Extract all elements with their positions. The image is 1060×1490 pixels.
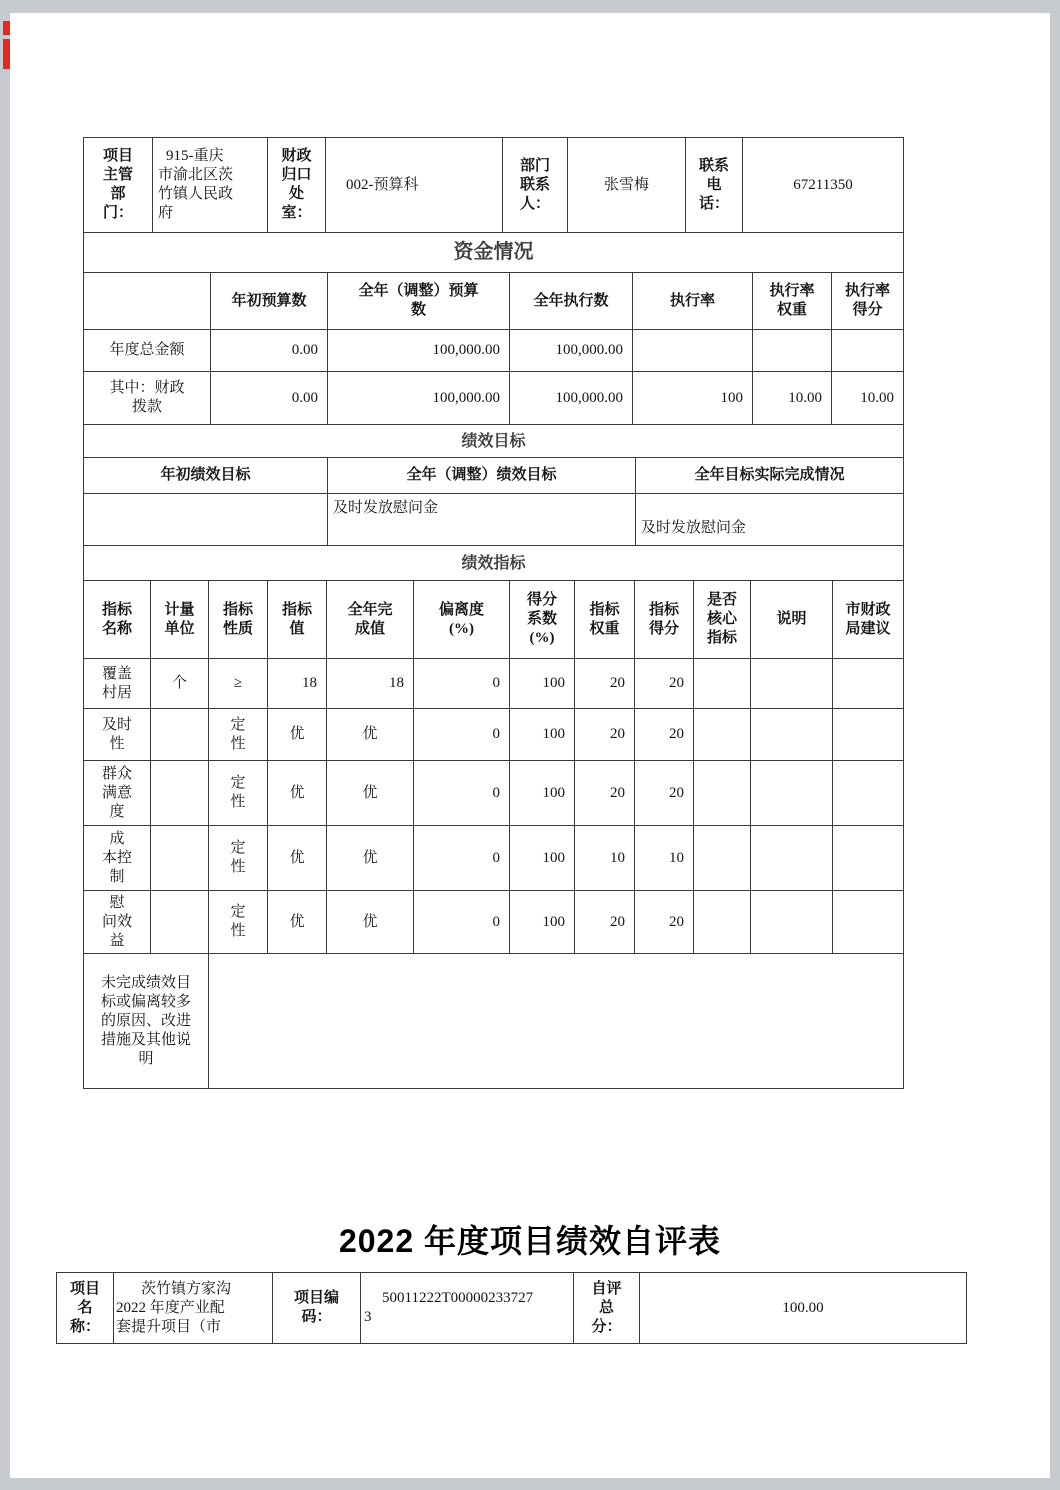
indicator-deviation-cell: 0	[414, 659, 510, 709]
indicator-target-cell: 优	[268, 761, 327, 826]
funding-cell: 100,000.00	[328, 372, 510, 425]
funding-row-total	[84, 330, 904, 372]
funding-header-execution-rate: 执行率	[633, 273, 753, 330]
indicator-note-cell	[751, 891, 833, 954]
office-value-cell: 002-预算科	[326, 138, 503, 233]
indicator-actual-cell: 18	[327, 659, 414, 709]
indicator-header-nature: 指标 性质	[209, 581, 268, 659]
indicator-header-weight: 指标 权重	[575, 581, 635, 659]
funding-cell: 10.00	[832, 372, 904, 425]
indicator-name-cell: 覆盖 村居	[84, 659, 151, 709]
indicator-score-cell: 20	[635, 659, 694, 709]
goals-initial-cell	[84, 494, 328, 546]
phone-value-cell: 67211350	[743, 138, 904, 233]
indicator-header-deviation: 偏离度 (%)	[414, 581, 510, 659]
indicator-nature-cell: ≥	[209, 659, 268, 709]
indicator-deviation-cell: 0	[414, 709, 510, 761]
indicator-row	[84, 709, 904, 761]
goals-header-actual: 全年目标实际完成情况	[636, 458, 904, 494]
dept-value-cell: 915-重庆 市渝北区茨 竹镇人民政 府	[153, 138, 268, 233]
unmet-goals-content-cell	[209, 954, 904, 1089]
indicator-score-cell: 20	[635, 709, 694, 761]
indicator-core-cell	[694, 761, 751, 826]
funding-header-rate-weight: 执行率 权重	[753, 273, 832, 330]
funding-header-executed: 全年执行数	[510, 273, 633, 330]
indicator-name-cell: 慰 问效 益	[84, 891, 151, 954]
contact-label-cell: 部门 联系 人：	[503, 138, 568, 233]
indicator-unit-cell	[151, 761, 209, 826]
page-title: 2022 年度项目绩效自评表	[338, 1223, 722, 1259]
indicator-header-coefficient: 得分 系数 (%)	[510, 581, 575, 659]
funding-table	[83, 232, 904, 425]
funding-row-fiscal	[84, 372, 904, 425]
indicator-coefficient-cell: 100	[510, 709, 575, 761]
red-edge-mark	[3, 21, 10, 35]
indicator-score-cell: 20	[635, 891, 694, 954]
indicator-coefficient-cell: 100	[510, 659, 575, 709]
indicator-actual-cell: 优	[327, 891, 414, 954]
indicator-nature-cell: 定 性	[209, 761, 268, 826]
indicator-row	[84, 891, 904, 954]
goals-header-adjusted: 全年（调整）绩效目标	[328, 458, 636, 494]
self-score-value-cell: 100.00	[640, 1273, 967, 1344]
indicator-weight-cell: 20	[575, 761, 635, 826]
indicator-header-unit: 计量 单位	[151, 581, 209, 659]
indicator-header-core: 是否 核心 指标	[694, 581, 751, 659]
funding-cell	[633, 330, 753, 372]
indicator-target-cell: 优	[268, 709, 327, 761]
indicator-score-cell: 20	[635, 761, 694, 826]
indicator-header-name: 指标 名称	[84, 581, 151, 659]
goals-section-title: 绩效目标	[84, 425, 904, 458]
self-score-label-cell: 自评 总 分：	[574, 1273, 640, 1344]
indicator-advice-cell	[833, 709, 904, 761]
indicator-row	[84, 761, 904, 826]
indicator-target-cell: 优	[268, 891, 327, 954]
indicator-advice-cell	[833, 826, 904, 891]
indicator-weight-cell: 20	[575, 709, 635, 761]
info-table	[83, 137, 904, 233]
indicator-header-advice: 市财政 局建议	[833, 581, 904, 659]
funding-cell: 0.00	[211, 372, 328, 425]
project-summary-table	[56, 1272, 967, 1344]
dept-label-cell: 项目 主管 部 门：	[84, 138, 153, 233]
indicator-unit-cell	[151, 709, 209, 761]
indicator-core-cell	[694, 826, 751, 891]
indicator-core-cell	[694, 891, 751, 954]
office-label-cell: 财政 归口 处 室：	[268, 138, 326, 233]
project-code-value-cell: 50011222T00000233727 3	[361, 1273, 574, 1344]
funding-cell: 10.00	[753, 372, 832, 425]
indicator-header-actual: 全年完 成值	[327, 581, 414, 659]
indicator-note-cell	[751, 761, 833, 826]
indicator-name-cell: 及时 性	[84, 709, 151, 761]
funding-header-empty	[84, 273, 211, 330]
indicator-core-cell	[694, 659, 751, 709]
indicator-deviation-cell: 0	[414, 761, 510, 826]
indicator-actual-cell: 优	[327, 709, 414, 761]
indicator-coefficient-cell: 100	[510, 826, 575, 891]
indicator-weight-cell: 10	[575, 826, 635, 891]
indicator-name-cell: 群众 满意 度	[84, 761, 151, 826]
indicator-score-cell: 10	[635, 826, 694, 891]
goals-actual-cell: 及时发放慰问金	[636, 494, 904, 546]
project-name-label-cell: 项目 名 称：	[57, 1273, 114, 1344]
indicators-table	[83, 545, 904, 1089]
funding-row-label: 年度总金额	[84, 330, 211, 372]
funding-header-adjusted-budget: 全年（调整）预算 数	[328, 273, 510, 330]
indicator-unit-cell	[151, 826, 209, 891]
project-summary-block	[56, 1272, 967, 1344]
funding-cell: 100,000.00	[510, 372, 633, 425]
funding-cell: 0.00	[211, 330, 328, 372]
funding-header-rate-score: 执行率 得分	[832, 273, 904, 330]
indicator-row	[84, 659, 904, 709]
indicators-footer-row	[84, 954, 904, 1089]
indicator-weight-cell: 20	[575, 659, 635, 709]
goals-data-row	[84, 494, 904, 546]
indicator-note-cell	[751, 826, 833, 891]
indicator-weight-cell: 20	[575, 891, 635, 954]
red-edge-mark	[3, 39, 10, 69]
indicator-unit-cell	[151, 891, 209, 954]
indicator-nature-cell: 定 性	[209, 891, 268, 954]
indicator-deviation-cell: 0	[414, 826, 510, 891]
goals-header-initial: 年初绩效目标	[84, 458, 328, 494]
indicator-nature-cell: 定 性	[209, 709, 268, 761]
project-name-value-cell: 茨竹镇方家沟 2022 年度产业配 套提升项目（市	[114, 1273, 273, 1344]
project-code-label-cell: 项目编 码：	[273, 1273, 361, 1344]
indicator-actual-cell: 优	[327, 826, 414, 891]
indicator-advice-cell	[833, 761, 904, 826]
indicator-row	[84, 826, 904, 891]
indicator-advice-cell	[833, 659, 904, 709]
indicator-target-cell: 18	[268, 659, 327, 709]
evaluation-detail-table-block	[83, 137, 903, 1089]
funding-cell: 100,000.00	[510, 330, 633, 372]
indicator-core-cell	[694, 709, 751, 761]
goals-table	[83, 424, 904, 546]
contact-value-cell: 张雪梅	[568, 138, 686, 233]
indicator-nature-cell: 定 性	[209, 826, 268, 891]
indicator-note-cell	[751, 709, 833, 761]
indicator-name-cell: 成 本控 制	[84, 826, 151, 891]
indicator-header-note: 说明	[751, 581, 833, 659]
phone-label-cell: 联系 电 话：	[686, 138, 743, 233]
document-page	[10, 13, 1050, 1478]
indicator-header-score: 指标 得分	[635, 581, 694, 659]
funding-section-title: 资金情况	[84, 233, 904, 273]
funding-cell	[753, 330, 832, 372]
indicator-unit-cell: 个	[151, 659, 209, 709]
indicator-target-cell: 优	[268, 826, 327, 891]
indicator-coefficient-cell: 100	[510, 761, 575, 826]
funding-cell: 100	[633, 372, 753, 425]
unmet-goals-label-cell: 未完成绩效目 标或偏离较多 的原因、改进 措施及其他说 明	[84, 954, 209, 1089]
indicator-advice-cell	[833, 891, 904, 954]
funding-cell	[832, 330, 904, 372]
funding-row-label: 其中：财政 拨款	[84, 372, 211, 425]
indicator-header-target: 指标 值	[268, 581, 327, 659]
goals-adjusted-cell: 及时发放慰问金	[328, 494, 636, 546]
indicator-coefficient-cell: 100	[510, 891, 575, 954]
funding-cell: 100,000.00	[328, 330, 510, 372]
indicator-deviation-cell: 0	[414, 891, 510, 954]
indicator-actual-cell: 优	[327, 761, 414, 826]
funding-header-initial-budget: 年初预算数	[211, 273, 328, 330]
indicator-note-cell	[751, 659, 833, 709]
indicators-section-title: 绩效指标	[84, 546, 904, 581]
